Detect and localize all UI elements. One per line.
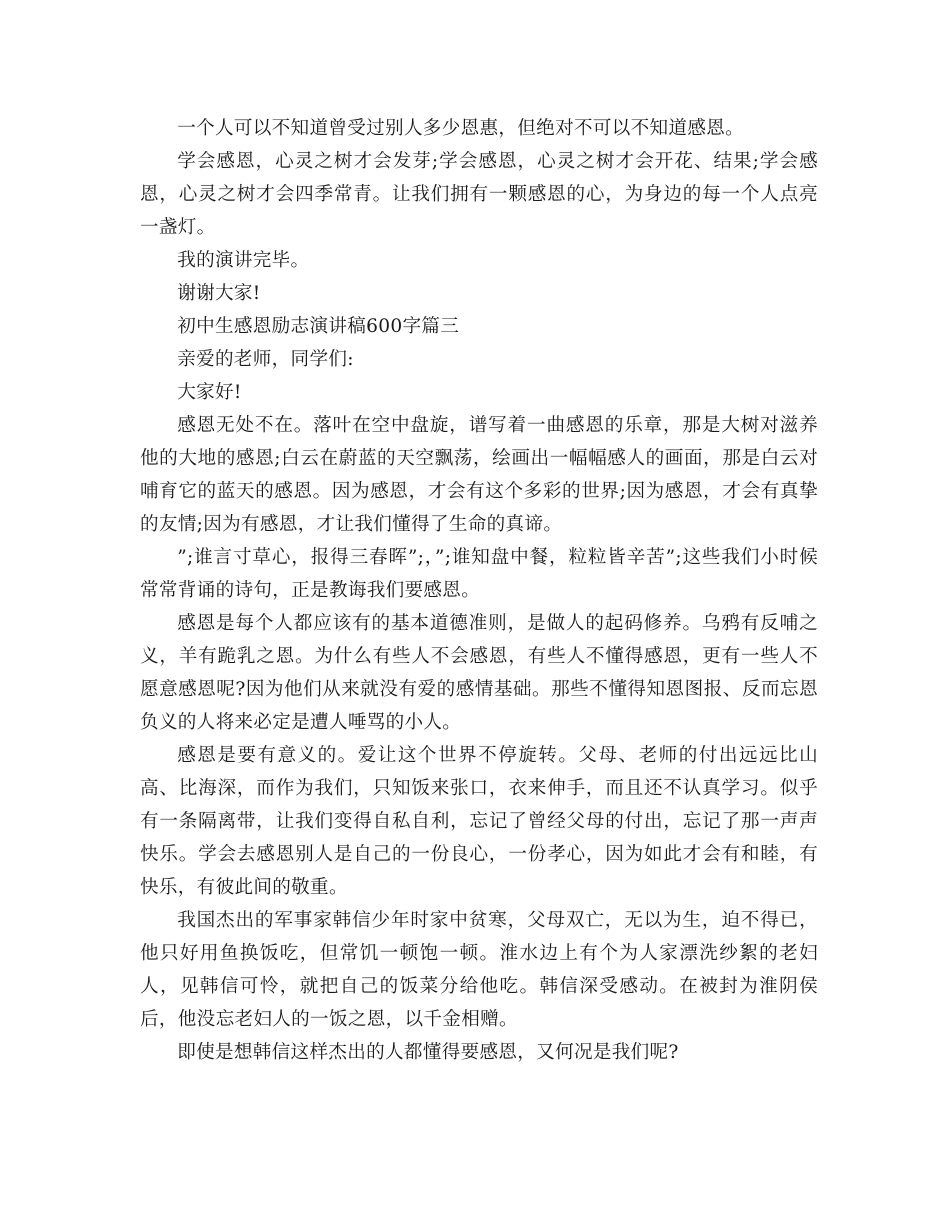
paragraph-13: 即使是想韩信这样杰出的人都懂得要感恩，又何况是我们呢? — [177, 1042, 679, 1063]
salutation: 亲爱的老师，同学们: — [177, 349, 354, 370]
greeting: 大家好! — [177, 382, 242, 403]
paragraph-11: 感恩是要有意义的。爱让这个世界不停旋转。父母、老师的付出远远比山高、比海深，而作为我们，只知饭来张口，衣来伸手，而且还不认真学习。似乎有一条隔离带，让我们变得自私自利，忘记了曾经父母的付出，忘记了那一声声快乐。学会去感恩别人是自己的一份良心，一份孝心，因为如此才会有和睦，有快乐，有彼此间的敬重。 — [140, 745, 818, 898]
paragraph-10: 感恩是每个人都应该有的基本道德准则，是做人的起码修养。乌鸦有反哺之义，羊有跪乳之恩。为什么有些人不会感恩，有些人不懂得感恩，更有一些人不愿意感恩呢?因为他们从来就没有爱的感情基础。那些不懂得知恩图报、反而忘恩负义的人将来必定是遭人唾骂的小人。 — [140, 613, 818, 733]
paragraph-9: ”;谁言寸草心，报得三春晖”;，”;谁知盘中餐，粒粒皆辛苦”;这些我们小时候常常背诵的诗句，正是教诲我们要感恩。 — [140, 547, 818, 601]
paragraph-3: 我的演讲完毕。 — [177, 250, 310, 271]
paragraph-8: 感恩无处不在。落叶在空中盘旋，谱写着一曲感恩的乐章，那是大树对滋养他的大地的感恩;白云在蔚蓝的天空飘荡，绘画出一幅幅感人的画面，那是白云对哺育它的蓝天的感恩。因为感恩，才会有这个多彩的世界;因为感恩，才会有真挚的友情;因为有感恩，才让我们懂得了生命的真谛。 — [140, 415, 818, 535]
paragraph-2: 学会感恩，心灵之树才会发芽;学会感恩，心灵之树才会开花、结果;学会感恩，心灵之树才会四季常青。让我们拥有一颗感恩的心，为身边的每一个人点亮一盏灯。 — [140, 151, 818, 238]
section-heading: 初中生感恩励志演讲稿600字篇三 — [177, 316, 460, 337]
paragraph-4: 谢谢大家! — [177, 283, 261, 304]
paragraph-1: 一个人可以不知道曾受过别人多少恩惠，但绝对不可以不知道感恩。 — [177, 118, 745, 139]
paragraph-12: 我国杰出的军事家韩信少年时家中贫寒，父母双亡，无以为生，迫不得已，他只好用鱼换饭吃，但常饥一顿饱一顿。淮水边上有个为人家漂洗纱絮的老妇人，见韩信可怜，就把自己的饭菜分给他吃。韩信深受感动。在被封为淮阴侯后，他没忘老妇人的一饭之恩，以千金相赠。 — [140, 910, 818, 1030]
document-body — [140, 112, 818, 1069]
